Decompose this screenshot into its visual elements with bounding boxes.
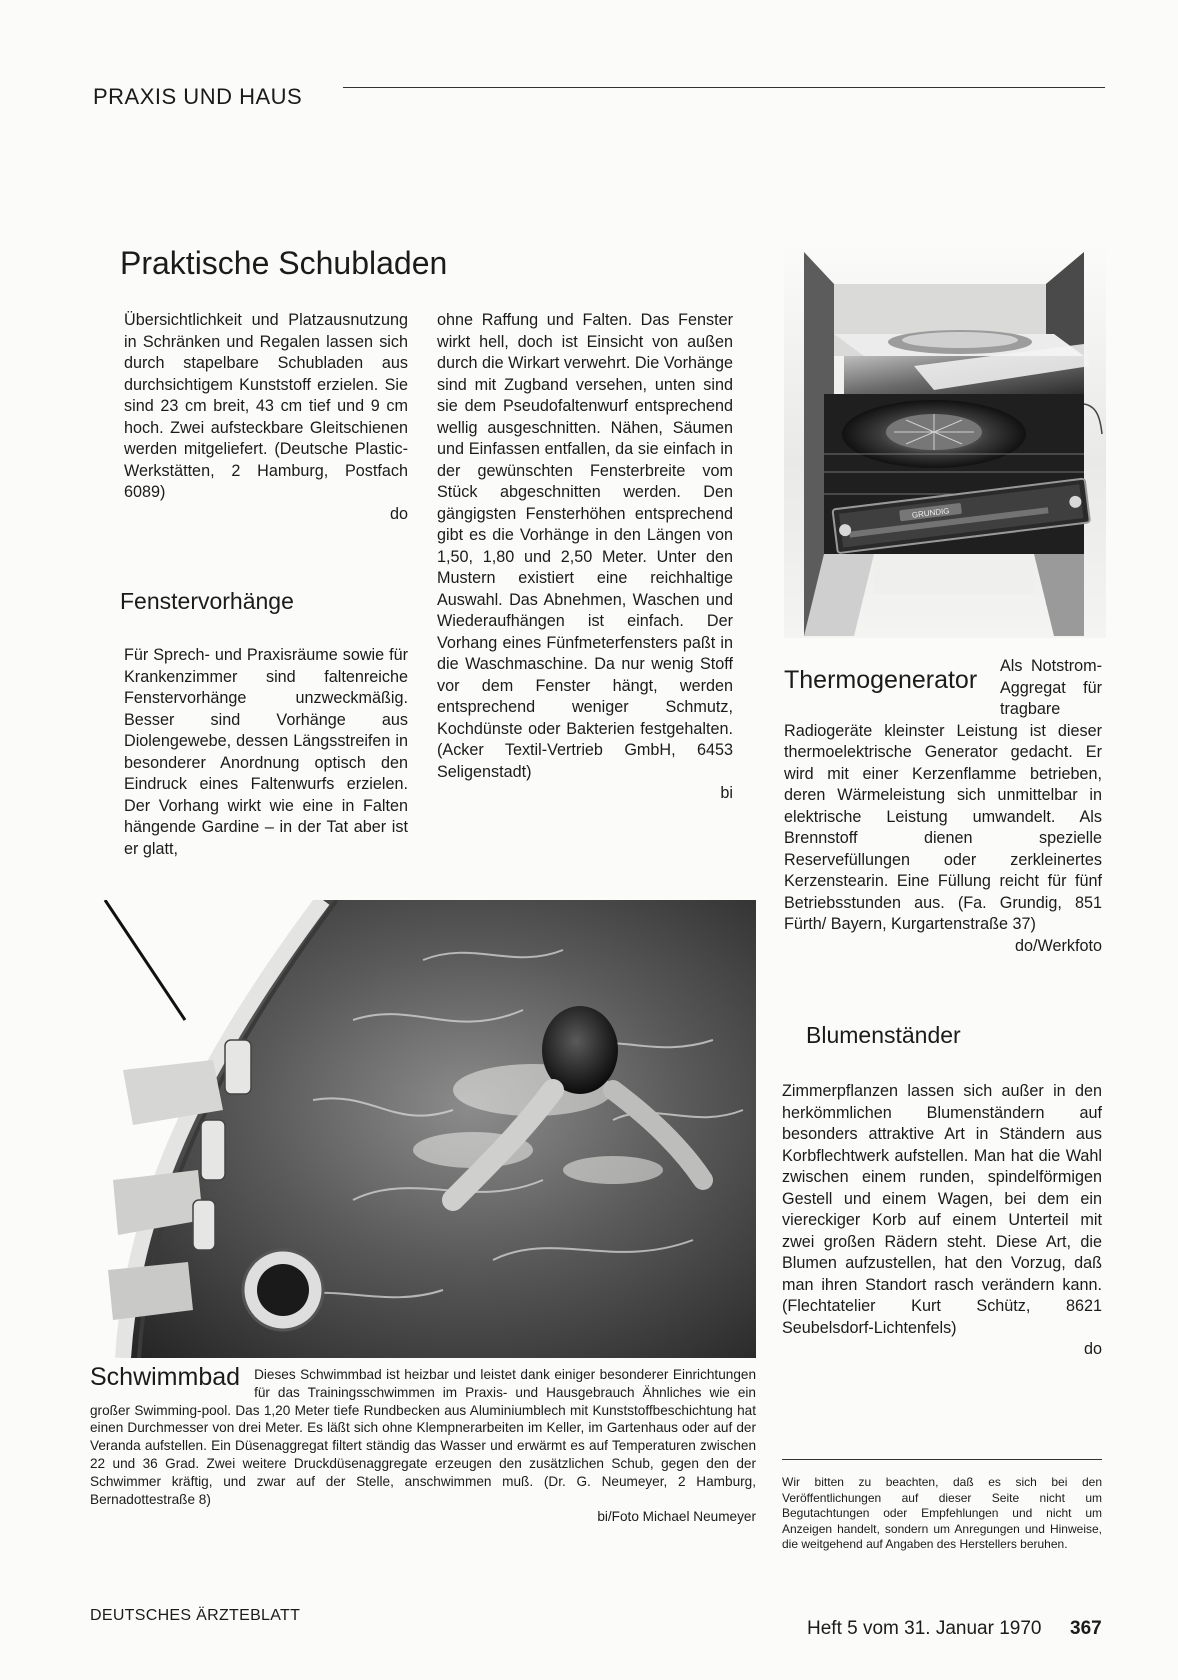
notice-rule	[782, 1459, 1102, 1460]
article-title-schubladen: Praktische Schubladen	[120, 245, 448, 281]
article-signature: do	[389, 504, 408, 523]
article-signature: do/Werkfoto	[1015, 936, 1102, 955]
article-body: Als Notstrom-Aggregat für tragbare Radiogeräte kleinster Leistung ist dieser thermoelektrische Generator gedacht. Er wird mit einer Kerzenflamme betrieben, deren Wärmeleistung sich unmittelbar in elektrische Leistung umwandelt. Als Brennstoff dienen spezielle Reservefüllungen oder zerkleinertes Kerzenstearin. Eine Füllung reicht für fünf Betriebsstunden aus. (Fa. Grundig, 851 Fürth/ Bayern, Kurgartenstraße 37)	[784, 657, 1102, 933]
article-title-blumenstaender: Blumenständer	[806, 1022, 961, 1048]
page-number: 367	[1070, 1618, 1102, 1639]
article-body: Übersichtlichkeit und Platzausnutzung in Schränken und Regalen lassen sich durch stapelbare Schubladen aus durchsichtigem Kunststoff erzielen. Sie sind 23 cm breit, 43 cm tief und 9 cm hoch. Zwei aufsteckbare Gleitschienen werden mitgeliefert. (Deutsche Plastic-Werkstätten, 2 Hamburg, Postfach 6089)	[124, 311, 408, 501]
article-title-fenstervorhaenge: Fenstervorhänge	[120, 588, 294, 614]
section-label: PRAXIS UND HAUS	[93, 84, 303, 109]
article-body: ohne Raffung und Falten. Das Fenster wirkt hell, doch ist Einsicht von außen durch die Wirkart verwehrt. Die Vorhänge sind mit Zugband versehen, unten sind sie dem Pseudofaltenwurf entsprechend wellig ausgeschnitten. Nähen, Säumen und Einfassen entfallen, da sie einfach in der gewünschten Fensterbreite vom Stück abgeschnitten werden. Den gängigsten Fensterhöhen entsprechend gibt es die Vorhänge in den Längen von 1,50, 1,80 und 2,50 Meter. Unter den Mustern existiert eine reichhaltige Auswahl. Das Abnehmen, Waschen und Wiederaufhängen ist einfach. Der Vorhang eines Fünfmeterfensters paßt in die Waschmaschine. Da nur wenig Stoff vor dem Fenster hängt, werden entsprechend weniger Schmutz, Kochdünste oder Bakterien festgehalten. (Acker Textil-Vertrieb GmbH, 6453 Seligenstadt)	[437, 311, 733, 781]
article-body: Für Sprech- und Praxisräume sowie für Krankenzimmer sind faltenreiche Fenstervorhänge unzweckmäßig. Besser sind Vorhänge aus Diolengewebe, dessen Längsstreifen in besonderer Anordnung optisch den Eindruck eines Faltenwurfs erzielen. Der Vorhang wirkt wie eine in Falten hängende Gardine – in der Tat aber ist er glatt,	[124, 646, 408, 858]
article-signature: do	[1083, 1340, 1102, 1358]
article-title-schwimmbad: Schwimmbad	[90, 1363, 241, 1391]
article-body: Dieses Schwimmbad ist heizbar und leistet dank einiger besonderer Einrichtungen für das Trainingsschwimmen im Praxis- und Hausgebrauch Ähnliches wie ein großer Swimming-pool. Das 1,20 Meter tiefe Rundbecken aus Aluminiumblech mit Kunststoffbeschichtung hat einen Durchmesser von drei Meter. Es läßt sich ohne Klempnerarbeiten im Keller, im Gartenhaus oder auf der Veranda aufstellen. Ein Düsenaggregat filtert ständig das Wasser und erwärmt es auf Temperaturen zwischen 22 und 36 Grad. Zwei weitere Druckdüsenaggregate erzeugen den zusätzlichen Schub, gegen den der Schwimmer kräftig, und zwar auf der Stelle, anschwimmen muß. (Dr. G. Neumeyer, 2 Hamburg, Bernadottestraße 8)	[90, 1367, 756, 1507]
article-blumenstaender	[782, 1081, 1102, 1361]
article-schubladen	[124, 310, 408, 525]
article-signature: bi/Foto Michael Neumeyer	[597, 1509, 756, 1525]
editorial-notice: Wir bitten zu beachten, daß es sich bei den Veröffentlichungen auf dieser Seite nicht um Begutachtungen oder Empfehlungen und nicht um Anzeigen handelt, sondern um Anregungen und Hinweise, die weitgehend auf Angaben des Herstellers beruhen.	[782, 1475, 1102, 1552]
schwimmbad-photo	[93, 900, 756, 1358]
article-schwimmbad	[90, 1363, 756, 1526]
article-fenstervorhaenge-col1	[124, 645, 408, 860]
issue-date: Heft 5 vom 31. Januar 1970	[807, 1618, 1042, 1639]
article-title-thermogenerator: Thermogenerator	[784, 666, 978, 694]
thermogenerator-photo	[784, 244, 1106, 638]
article-signature: bi	[720, 784, 733, 802]
article-fenstervorhaenge-col2	[437, 310, 733, 805]
journal-name: DEUTSCHES ÄRZTEBLATT	[90, 1607, 301, 1624]
nameplate-brand: GRUNDIG	[911, 506, 950, 520]
header-rule	[343, 87, 1105, 88]
article-body: Zimmerpflanzen lassen sich außer in den herkömmlichen Blumenständern auf besonders attraktive Art in Ständern aus Korbflechtwerk aufstellen. Man hat die Wahl zwischen einem runden, spindelförmigen Gestell und einem Wagen, bei dem ein viereckiger Korb auf einem Unterteil mit zwei großen Rädern steht. Diese Art, die Blumen aufzustellen, hat den Vorzug, daß man ihren Standort rasch verändern kann. (Flechtatelier Kurt Schütz, 8621 Seubelsdorf-Lichtenfels)	[782, 1082, 1102, 1337]
article-thermogenerator	[784, 656, 1102, 957]
